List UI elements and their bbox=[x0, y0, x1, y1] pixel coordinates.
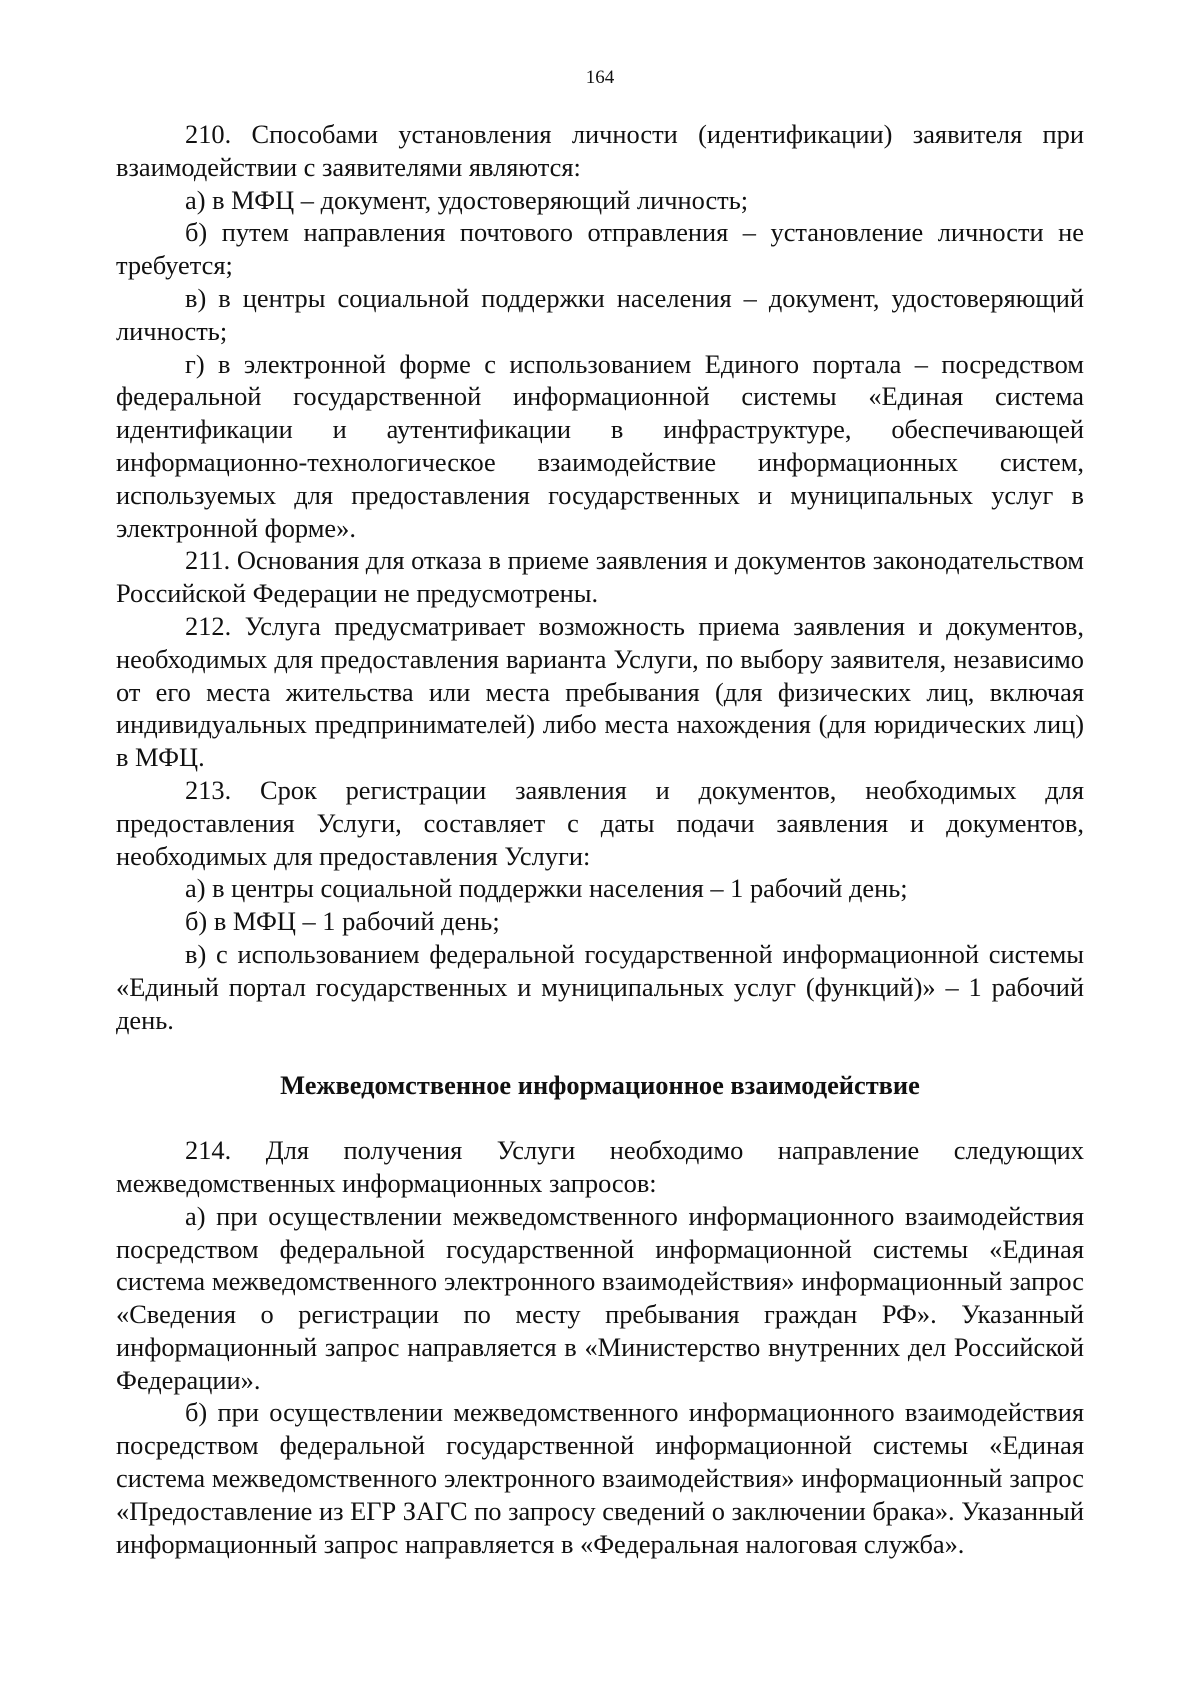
paragraph-212: 212. Услуга предусматривает возможность приема заявления и документов, необходимых для предоставления варианта Услуги, по выбору заявителя, независимо от его места жительства или места пребывания (для физических лиц, включая индивидуальных предпринимателей) либо места нахождения (для юридических лиц) в МФЦ. bbox=[116, 610, 1084, 773]
paragraph-210-b: б) путем направления почтового отправления – установление личности не требуется; bbox=[116, 217, 1084, 281]
paragraph-210-a: а) в МФЦ – документ, удостоверяющий личность; bbox=[185, 184, 749, 215]
page-number: 164 bbox=[585, 67, 615, 88]
paragraph-214: 214. Для получения Услуги необходимо направление следующих межведомственных информационных запросов: bbox=[116, 1135, 1084, 1198]
section-heading: Межведомственное информационное взаимодействие bbox=[280, 1070, 920, 1101]
paragraph-214-b: б) при осуществлении межведомственного информационного взаимодействия посредством федеральной государственной информационной системы «Единая система межведомственного электронного взаимодействия» информационный запрос «Предоставление из ЕГР ЗАГС по запросу сведений о заключении брака». Указанный информационный запрос направляется в «Федеральная налоговая служба». bbox=[116, 1397, 1084, 1559]
paragraph-213-v: в) с использованием федеральной государственной информационной системы «Единый портал государственных и муниципальных услуг (функций)» – 1 рабочий день. bbox=[116, 938, 1084, 1035]
paragraph-210-v: в) в центры социальной поддержки населения – документ, удостоверяющий личность; bbox=[116, 282, 1084, 346]
paragraph-213-b: б) в МФЦ – 1 рабочий день; bbox=[185, 906, 500, 937]
paragraph-214-a: а) при осуществлении межведомственного информационного взаимодействия посредством федеральной государственной информационной системы «Единая система межведомственного электронного взаимодействия» информационный запрос «Сведения о регистрации по месту пребывания граждан РФ». Указанный информационный запрос направляется в «Министерство внутренних дел Российской Федерации». bbox=[116, 1200, 1084, 1395]
document-body bbox=[116, 118, 1084, 1560]
paragraph-213-a: а) в центры социальной поддержки населения – 1 рабочий день; bbox=[185, 873, 908, 904]
paragraph-210: 210. Способами установления личности (идентификации) заявителя при взаимодействии с заявителями являются: bbox=[116, 119, 1084, 182]
paragraph-213: 213. Срок регистрации заявления и документов, необходимых для предоставления Услуги, составляет с даты подачи заявления и документов, необходимых для предоставления Услуги: bbox=[116, 774, 1084, 871]
paragraph-211: 211. Основания для отказа в приеме заявления и документов законодательством Российской Федерации не предусмотрены. bbox=[116, 545, 1084, 609]
paragraph-210-g: г) в электронной форме с использованием Единого портала – посредством федеральной государственной информационной системы «Единая система идентификации и аутентификации в инфраструктуре, обеспечивающей информационно-технологическое взаимодействие информационных систем, используемых для предоставления государственных и муниципальных услуг в электронной форме». bbox=[116, 348, 1084, 543]
